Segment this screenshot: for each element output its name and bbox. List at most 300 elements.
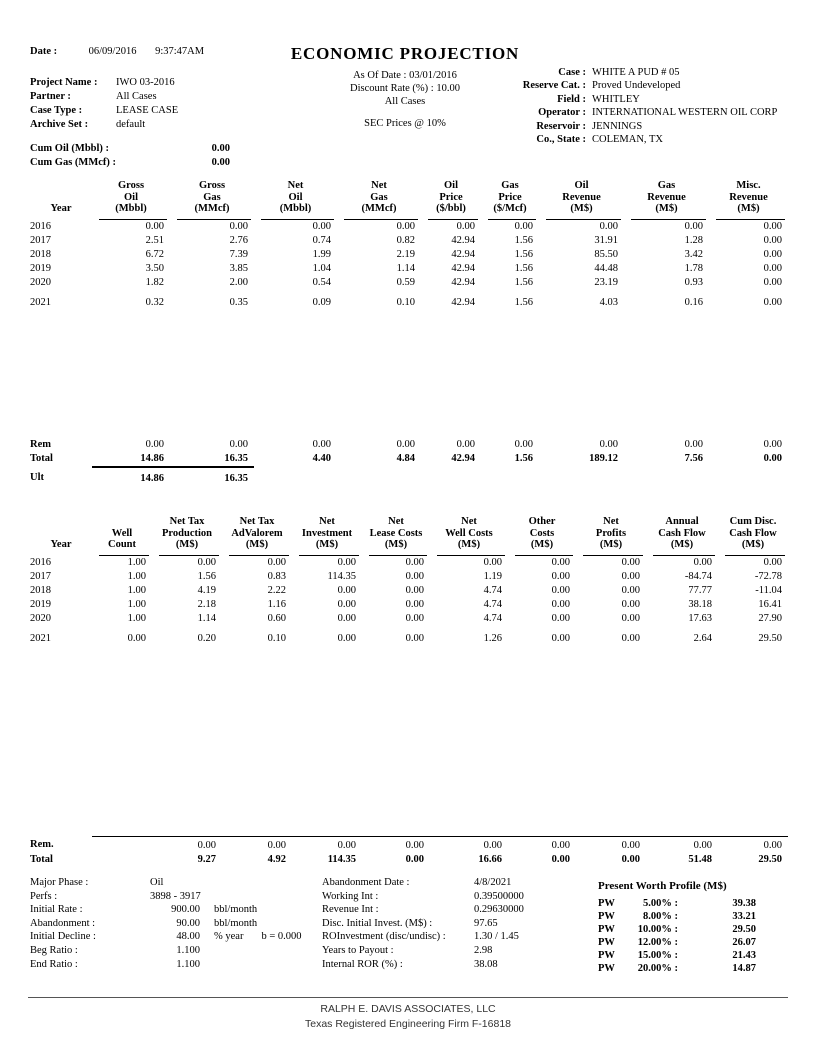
stat-row xyxy=(30,90,178,104)
row-label: 2021 xyxy=(30,632,51,644)
year-row xyxy=(30,570,788,584)
present-worth-row xyxy=(598,910,794,923)
table-cell: 0.93 xyxy=(684,276,703,288)
table-cell: 2.00 xyxy=(229,276,248,288)
stat-label: Co., State : xyxy=(536,133,586,145)
header-row xyxy=(30,516,788,556)
column-header: Net Profits (M$) xyxy=(576,516,646,556)
stat-value: 0.00 xyxy=(211,157,230,168)
table-cell: 23.19 xyxy=(594,276,618,288)
year-row xyxy=(30,248,788,262)
pw-value: 29.50 xyxy=(732,924,756,935)
project-meta-block xyxy=(30,76,178,132)
year-row xyxy=(30,262,788,276)
year-row xyxy=(30,612,788,626)
table-cell: 0.00 xyxy=(229,220,248,232)
table-cell: 0.32 xyxy=(145,296,164,308)
table-cell: 0.00 xyxy=(551,570,570,582)
column-header: Gross Gas (MMcf) xyxy=(170,180,254,220)
table-cell: 0.00 xyxy=(763,220,782,232)
row-label: 2019 xyxy=(30,262,51,274)
spacer-cell xyxy=(30,310,788,438)
table-cell: 0.00 xyxy=(551,612,570,624)
stat-label: Reservoir : xyxy=(536,120,586,132)
stat-value: 0.29630000 xyxy=(474,904,524,916)
stat-value: 1.100 xyxy=(176,944,200,956)
remaining-row xyxy=(30,836,788,853)
stat-value: 90.00 xyxy=(176,917,200,929)
pw-value: 33.21 xyxy=(732,911,756,922)
table-cell xyxy=(92,853,152,867)
table-cell: 0.00 xyxy=(684,438,703,450)
stat-label: Revenue Int : xyxy=(322,904,379,916)
footer-company: RALPH E. DAVIS ASSOCIATES, LLC xyxy=(320,1003,496,1015)
table-cell: 0.00 xyxy=(222,836,292,853)
table-cell: 0.20 xyxy=(197,632,216,644)
row-label: 2020 xyxy=(30,612,51,624)
table-cell: 42.94 xyxy=(451,248,475,260)
table-cell: 0.00 xyxy=(312,220,331,232)
table-cell xyxy=(254,467,337,486)
ultimate-row xyxy=(30,467,788,486)
stat-row xyxy=(30,118,178,132)
table-cell: 1.78 xyxy=(684,262,703,274)
table-cell: 0.00 xyxy=(362,836,430,853)
table-cell: 16.35 xyxy=(224,472,248,484)
stat-value: 97.65 xyxy=(474,917,498,929)
row-label: Rem. xyxy=(30,839,54,851)
stat-label: Years to Payout : xyxy=(322,944,394,956)
table-cell: 0.16 xyxy=(684,296,703,308)
present-worth-title: Present Worth Profile (M$) xyxy=(598,880,727,892)
spacer-row xyxy=(30,310,788,438)
stat-row xyxy=(322,917,602,931)
table-cell: 0.00 xyxy=(337,556,356,568)
table-cell: 0.00 xyxy=(405,598,424,610)
table-cell: 4.40 xyxy=(312,453,331,464)
stat-row xyxy=(322,958,602,972)
table-cell: 1.19 xyxy=(483,570,502,582)
table-cell: 14.86 xyxy=(92,452,170,467)
present-worth-row xyxy=(598,897,794,910)
cumulative-block xyxy=(30,142,230,170)
stat-value: COLEMAN, TX xyxy=(592,133,663,145)
stat-label: Initial Rate : xyxy=(30,904,83,916)
stat-label: Disc. Initial Invest. (M$) : xyxy=(322,917,433,929)
table-cell xyxy=(337,467,421,486)
table-cell: 0.00 xyxy=(646,836,718,853)
table-cell: 14.86 xyxy=(140,472,164,484)
column-header: Oil Revenue (M$) xyxy=(539,180,624,220)
table-cell: 0.00 xyxy=(551,598,570,610)
table-cell: 4.19 xyxy=(197,584,216,596)
year-row xyxy=(30,598,788,612)
stat-value: 1.100 xyxy=(176,958,200,970)
stat-row xyxy=(420,133,816,146)
stat-value: 900.00 xyxy=(171,904,200,916)
pw-discount-rate: 15.00% : xyxy=(637,950,678,961)
stat-row xyxy=(30,876,320,890)
table-cell: 1.56 xyxy=(514,262,533,274)
column-header: Oil Price ($/bbl) xyxy=(421,180,481,220)
table-cell xyxy=(421,467,481,486)
stat-value: 4/8/2021 xyxy=(474,877,512,888)
present-worth-rows xyxy=(598,897,794,975)
pw-label: PW xyxy=(598,911,615,922)
pw-label: PW xyxy=(598,924,615,935)
table-cell: 1.26 xyxy=(483,632,502,644)
stat-label: End Ratio : xyxy=(30,958,78,970)
report-date-block xyxy=(30,46,204,57)
table-cell: 1.00 xyxy=(127,584,146,596)
stat-value: IWO 03-2016 xyxy=(116,77,175,88)
stat-value: 0.00 xyxy=(211,143,230,154)
table-cell: 0.83 xyxy=(267,570,286,582)
year-row xyxy=(30,626,788,646)
stat-label: ROInvestment (disc/undisc) : xyxy=(322,931,446,943)
table-cell: 0.00 xyxy=(405,570,424,582)
time-value: 9:37:47AM xyxy=(155,46,205,57)
header-row xyxy=(30,180,788,220)
table-cell: 17.63 xyxy=(688,612,712,624)
stat-label: Abandonment : xyxy=(30,917,96,929)
date-label: Date : xyxy=(30,46,58,57)
row-label: 2018 xyxy=(30,248,51,260)
table-cell: -72.78 xyxy=(754,570,782,582)
production-revenue-table xyxy=(30,180,788,486)
table-cell: 1.00 xyxy=(127,570,146,582)
column-header: Year xyxy=(50,203,72,214)
footer xyxy=(0,1002,816,1032)
stat-unit: bbl/month xyxy=(214,917,258,929)
table-cell: 0.00 xyxy=(337,584,356,596)
column-header: Net Oil (Mbbl) xyxy=(254,180,337,220)
footer-divider xyxy=(28,997,788,998)
table-cell: 38.18 xyxy=(688,598,712,610)
table-cell: 42.94 xyxy=(451,296,475,308)
table-cell xyxy=(539,467,624,486)
table-cell: 4.74 xyxy=(483,584,502,596)
present-worth-row xyxy=(598,962,794,975)
pw-value: 14.87 xyxy=(732,963,756,974)
row-label: 2017 xyxy=(30,570,51,582)
page-title: ECONOMIC PROJECTION xyxy=(290,44,520,63)
stat-extra: b = 0.000 xyxy=(261,931,302,943)
table-cell: 0.10 xyxy=(267,632,286,644)
row-label: 2019 xyxy=(30,598,51,610)
table-cell: 0.00 xyxy=(456,438,475,450)
stat-row xyxy=(420,106,816,119)
table-cell: 0.00 xyxy=(127,632,146,644)
table-cell: 1.16 xyxy=(267,598,286,610)
table-cell: 0.35 xyxy=(229,296,248,308)
stat-row xyxy=(30,104,178,118)
table-cell: 0.00 xyxy=(576,836,646,853)
decline-parameters-block xyxy=(30,876,320,971)
year-row xyxy=(30,290,788,310)
column-header: Gross Oil (Mbbl) xyxy=(92,180,170,220)
table-cell: 1.56 xyxy=(514,234,533,246)
stat-value: INTERNATIONAL WESTERN OIL CORP xyxy=(592,107,778,119)
table-cell: 0.00 xyxy=(551,584,570,596)
pw-value: 39.38 xyxy=(732,898,756,909)
stat-label: Abandonment Date : xyxy=(322,877,410,888)
pw-discount-rate: 5.00% : xyxy=(643,898,678,909)
stat-row xyxy=(420,93,816,106)
table-cell: 0.00 xyxy=(456,220,475,232)
stat-value: 0.39500000 xyxy=(474,890,524,902)
table-cell: 0.00 xyxy=(693,556,712,568)
table-cell: 2.76 xyxy=(229,234,248,246)
table-cell: 85.50 xyxy=(594,248,618,260)
stat-label: Major Phase : xyxy=(30,877,89,888)
table-cell: 1.00 xyxy=(127,556,146,568)
stat-label: Cum Gas (MMcf) : xyxy=(30,157,117,168)
table-cell: 0.00 xyxy=(551,853,570,865)
table-cell: 0.00 xyxy=(684,220,703,232)
table-cell: 0.09 xyxy=(312,296,331,308)
sec-prices-label: SEC Prices @ 10% xyxy=(364,118,446,129)
table-cell: 44.48 xyxy=(594,262,618,274)
stat-row xyxy=(30,156,230,170)
stat-label: Initial Decline : xyxy=(30,931,96,943)
row-label: 2021 xyxy=(30,296,51,308)
stat-row xyxy=(30,917,320,931)
table-cell: 0.00 xyxy=(145,220,164,232)
table-cell: 0.00 xyxy=(430,836,508,853)
total-row xyxy=(30,853,788,867)
row-label: 2018 xyxy=(30,584,51,596)
table-cell: 0.00 xyxy=(229,438,248,450)
column-header: Well Count xyxy=(92,516,152,556)
table-cell: 4.84 xyxy=(396,453,415,464)
row-label: Rem xyxy=(30,438,51,450)
stat-value: WHITLEY xyxy=(592,93,640,105)
table-cell: 0.00 xyxy=(267,556,286,568)
table-cell: 0.00 xyxy=(763,262,782,274)
total-row xyxy=(30,452,788,467)
table-cell xyxy=(624,467,709,486)
table-cell: 0.00 xyxy=(621,612,640,624)
table-cell: 1.00 xyxy=(127,598,146,610)
table-cell: 0.00 xyxy=(599,220,618,232)
column-header: Gas Price ($/Mcf) xyxy=(481,180,539,220)
stat-value: 2.98 xyxy=(474,944,493,956)
pw-discount-rate: 20.00% : xyxy=(637,963,678,974)
stat-label: Field : xyxy=(557,93,586,105)
stat-row xyxy=(30,142,230,156)
column-header: Net Investment (M$) xyxy=(292,516,362,556)
stat-unit: bbl/month xyxy=(214,904,258,916)
pw-value: 21.43 xyxy=(732,950,756,961)
pw-label: PW xyxy=(598,950,615,961)
table-cell: 1.28 xyxy=(684,234,703,246)
table-cell: 31.91 xyxy=(594,234,618,246)
pw-label: PW xyxy=(598,963,615,974)
stat-label: Working Int : xyxy=(322,890,379,902)
discount-rate: Discount Rate (%) : 10.00 xyxy=(350,83,460,94)
table-cell: 0.00 xyxy=(763,276,782,288)
table-cell: 0.00 xyxy=(514,220,533,232)
stat-unit: % year xyxy=(214,931,244,943)
table-cell: 1.04 xyxy=(312,262,331,274)
economic-indicators-block xyxy=(322,876,602,971)
table-cell: 0.00 xyxy=(396,220,415,232)
column-header: Misc. Revenue (M$) xyxy=(709,180,788,220)
stat-label: Partner : xyxy=(30,91,71,102)
table-cell: 42.94 xyxy=(451,276,475,288)
stat-row xyxy=(420,66,816,79)
pw-discount-rate: 8.00% : xyxy=(643,911,678,922)
table-cell xyxy=(709,467,788,486)
table-cell: 16.35 xyxy=(170,452,254,467)
stat-value: WHITE A PUD # 05 xyxy=(592,67,680,78)
table-cell: 0.00 xyxy=(337,632,356,644)
table-cell: 0.00 xyxy=(337,598,356,610)
pw-label: PW xyxy=(598,898,615,909)
stat-row xyxy=(322,944,602,958)
table-cell: 29.50 xyxy=(758,632,782,644)
table-cell: 0.00 xyxy=(599,438,618,450)
table-cell xyxy=(92,836,152,853)
table-cell: 3.50 xyxy=(145,262,164,274)
table-cell: 0.00 xyxy=(312,438,331,450)
pw-label: PW xyxy=(598,937,615,948)
table-cell: 1.14 xyxy=(197,612,216,624)
year-row xyxy=(30,556,788,570)
table-cell: 0.00 xyxy=(405,632,424,644)
stat-row xyxy=(30,958,320,972)
table-cell: 2.22 xyxy=(267,584,286,596)
table-cell: 4.92 xyxy=(267,853,286,865)
year-row xyxy=(30,584,788,598)
stat-label: Archive Set : xyxy=(30,119,89,130)
stat-value: 38.08 xyxy=(474,958,498,970)
row-label: Total xyxy=(30,853,53,865)
row-label: 2016 xyxy=(30,220,51,232)
table-cell: 0.82 xyxy=(396,234,415,246)
stat-value: 3898 - 3917 xyxy=(150,890,201,902)
table-cell: 0.00 xyxy=(763,296,782,308)
table-cell: 3.42 xyxy=(684,248,703,260)
table-cell: 1.14 xyxy=(396,262,415,274)
spacer-row xyxy=(30,646,788,837)
date-row xyxy=(30,46,204,57)
column-header: Gas Revenue (M$) xyxy=(624,180,709,220)
table-cell: 0.00 xyxy=(514,438,533,450)
stat-label: Case Type : xyxy=(30,105,83,116)
table-cell: 2.18 xyxy=(197,598,216,610)
table-cell: 1.00 xyxy=(127,612,146,624)
table-cell: 9.27 xyxy=(197,853,216,865)
present-worth-profile xyxy=(598,880,794,975)
row-label: Total xyxy=(30,453,53,464)
table-cell: 51.48 xyxy=(688,853,712,865)
table-cell: 0.59 xyxy=(396,276,415,288)
table-cell: 0.00 xyxy=(145,438,164,450)
stat-row xyxy=(420,79,816,92)
table-cell xyxy=(481,467,539,486)
column-header: Year xyxy=(50,539,72,550)
remaining-row xyxy=(30,438,788,452)
date-value: 06/09/2016 xyxy=(88,46,137,57)
present-worth-row xyxy=(598,949,794,962)
table-cell: 2.64 xyxy=(693,632,712,644)
stat-label: Case : xyxy=(558,67,586,78)
stat-value: JENNINGS xyxy=(592,120,643,132)
table-cell: 0.00 xyxy=(483,556,502,568)
stat-label: Perfs : xyxy=(30,890,58,902)
table-cell: 7.56 xyxy=(684,453,703,464)
table-cell: 29.50 xyxy=(758,853,782,865)
table-cell: 42.94 xyxy=(451,234,475,246)
stat-row xyxy=(322,890,602,904)
table-cell: 0.00 xyxy=(621,598,640,610)
table-cell: 1.56 xyxy=(514,453,533,464)
table-cell: 0.00 xyxy=(508,836,576,853)
column-header: Net Well Costs (M$) xyxy=(430,516,508,556)
column-header: Net Lease Costs (M$) xyxy=(362,516,430,556)
stat-row xyxy=(420,120,816,133)
column-header: Net Gas (MMcf) xyxy=(337,180,421,220)
table-cell: 0.60 xyxy=(267,612,286,624)
table-cell: 0.00 xyxy=(197,556,216,568)
stat-label: Operator : xyxy=(538,107,586,119)
year-row xyxy=(30,234,788,248)
case-info-block xyxy=(420,66,816,146)
table-cell: 0.00 xyxy=(405,853,424,865)
stat-value: All Cases xyxy=(116,91,157,102)
table-cell: 27.90 xyxy=(758,612,782,624)
table-cell: 0.00 xyxy=(292,836,362,853)
table-cell: 0.00 xyxy=(718,836,788,853)
table-cell: 0.00 xyxy=(551,632,570,644)
table-cell: 0.00 xyxy=(763,453,782,464)
table-cell: 0.00 xyxy=(551,556,570,568)
table-cell: 114.35 xyxy=(327,570,356,582)
table-cell: 1.82 xyxy=(145,276,164,288)
stat-value: default xyxy=(116,119,146,130)
row-label: 2016 xyxy=(30,556,51,568)
table-cell: 4.74 xyxy=(483,598,502,610)
table-cell: 0.00 xyxy=(763,248,782,260)
table-cell: 0.54 xyxy=(312,276,331,288)
table-cell: 0.00 xyxy=(396,438,415,450)
table-cell: 0.00 xyxy=(621,570,640,582)
year-row xyxy=(30,276,788,290)
table-cell: 1.56 xyxy=(197,570,216,582)
table-cell: 1.99 xyxy=(312,248,331,260)
as-of-date: As Of Date : 03/01/2016 xyxy=(353,70,457,81)
table-cell: 0.00 xyxy=(763,438,782,450)
table-cell: 0.00 xyxy=(763,556,782,568)
pw-discount-rate: 10.00% : xyxy=(637,924,678,935)
table-cell: 0.00 xyxy=(621,632,640,644)
footer-registration: Texas Registered Engineering Firm F-16818 xyxy=(304,1018,512,1030)
present-worth-row xyxy=(598,936,794,949)
table-cell: 7.39 xyxy=(229,248,248,260)
stat-value: Proved Undeveloped xyxy=(592,80,681,92)
table-cell: 2.19 xyxy=(396,248,415,260)
cashflow-table xyxy=(30,516,788,867)
table-cell: 1.56 xyxy=(514,248,533,260)
stat-value: 48.00 xyxy=(176,931,200,943)
year-row xyxy=(30,220,788,234)
stat-value: LEASE CASE xyxy=(116,105,179,116)
table-cell: 0.00 xyxy=(405,556,424,568)
table-cell: -84.74 xyxy=(684,570,712,582)
table-cell: 42.94 xyxy=(451,453,475,464)
